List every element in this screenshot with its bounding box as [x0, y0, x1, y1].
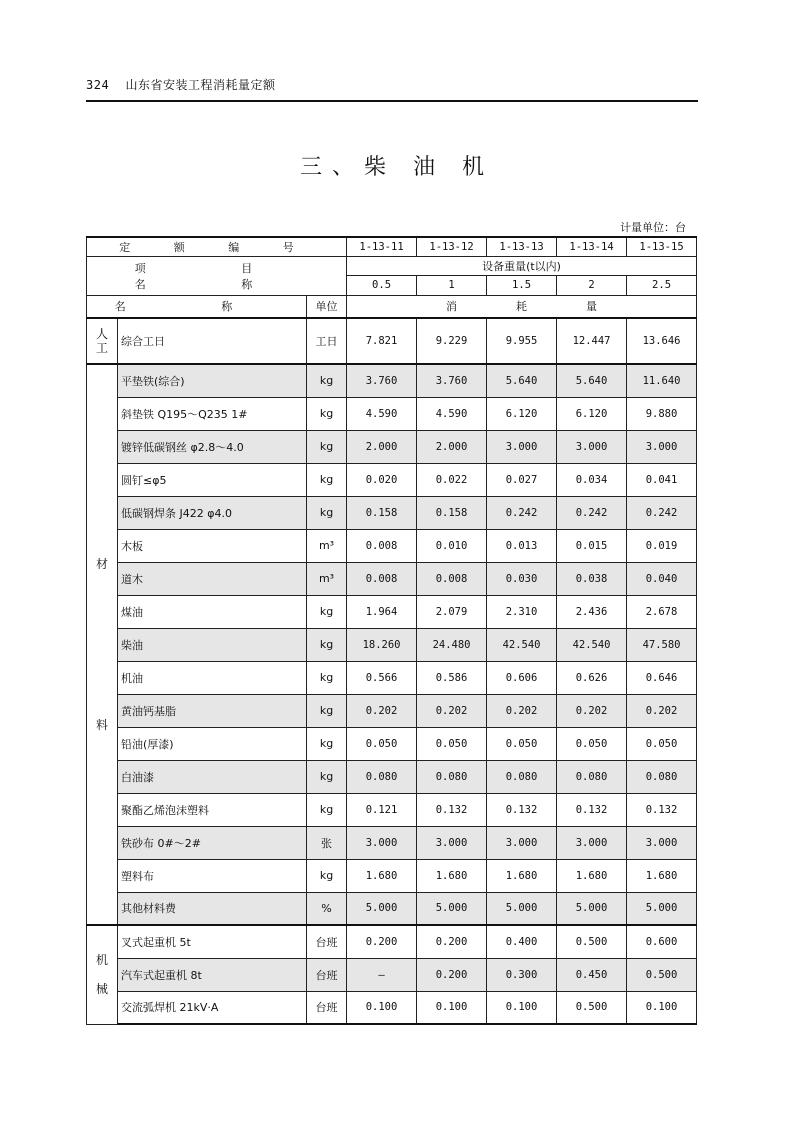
- table-row: [87, 892, 697, 925]
- item-name: 汽车式起重机 8t: [118, 958, 307, 991]
- table-row: [87, 364, 697, 397]
- table-row: [87, 661, 697, 694]
- param-value: 1.5: [487, 275, 557, 295]
- consumption-value: 0.015: [557, 529, 627, 562]
- item-name: 镀锌低碳钢丝 φ2.8～4.0: [118, 430, 307, 463]
- consumption-value: 0.242: [627, 496, 697, 529]
- consumption-value: 9.229: [417, 318, 487, 364]
- consumption-value: 0.038: [557, 562, 627, 595]
- consumption-label: [347, 295, 417, 318]
- table-row: [87, 318, 697, 364]
- item-unit: 台班: [307, 991, 347, 1024]
- item-name: 斜垫铁 Q195～Q235 1#: [118, 397, 307, 430]
- consumption-value: 0.202: [557, 694, 627, 727]
- item-unit: kg: [307, 661, 347, 694]
- consumption-value: 3.760: [417, 364, 487, 397]
- consumption-value: 0.013: [487, 529, 557, 562]
- item-name-label: 项 目 名 称: [87, 256, 347, 295]
- table-row: [87, 529, 697, 562]
- consumption-value: 5.640: [487, 364, 557, 397]
- consumption-value: 11.640: [627, 364, 697, 397]
- consumption-value: 3.000: [557, 430, 627, 463]
- consumption-value: 0.600: [627, 925, 697, 958]
- consumption-value: 0.050: [627, 727, 697, 760]
- consumption-value: 0.202: [417, 694, 487, 727]
- consumption-value: 0.100: [627, 991, 697, 1024]
- item-name: 叉式起重机 5t: [118, 925, 307, 958]
- consumption-value: 0.034: [557, 463, 627, 496]
- item-name: 圆钉≤φ5: [118, 463, 307, 496]
- consumption-value: 12.447: [557, 318, 627, 364]
- table-row: [87, 859, 697, 892]
- consumption-value: 2.000: [347, 430, 417, 463]
- consumption-value: 1.680: [417, 859, 487, 892]
- item-unit: kg: [307, 397, 347, 430]
- consumption-value: 5.000: [487, 892, 557, 925]
- item-name: 交流弧焊机 21kV·A: [118, 991, 307, 1024]
- consumption-value: 0.022: [417, 463, 487, 496]
- consumption-value: 0.121: [347, 793, 417, 826]
- table-row: [87, 397, 697, 430]
- table-row: [87, 496, 697, 529]
- table-row: [87, 760, 697, 793]
- consumption-value: 0.242: [487, 496, 557, 529]
- table-row: [87, 463, 697, 496]
- consumption-value: 3.000: [627, 826, 697, 859]
- category-label: [87, 318, 118, 364]
- consumption-value: 0.626: [557, 661, 627, 694]
- consumption-value: 24.480: [417, 628, 487, 661]
- quota-code: 1-13-13: [487, 237, 557, 256]
- header-rule: [86, 100, 698, 102]
- item-unit: kg: [307, 496, 347, 529]
- consumption-value: 13.646: [627, 318, 697, 364]
- quota-code: 1-13-12: [417, 237, 487, 256]
- quota-code-label: 定 额 编 号: [87, 237, 347, 256]
- consumption-value: 0.080: [347, 760, 417, 793]
- item-name: 黄油钙基脂: [118, 694, 307, 727]
- table-row: [87, 958, 697, 991]
- item-unit: %: [307, 892, 347, 925]
- consumption-value: 4.590: [347, 397, 417, 430]
- item-name: 综合工日: [118, 318, 307, 364]
- consumption-value: 7.821: [347, 318, 417, 364]
- consumption-value: 3.000: [627, 430, 697, 463]
- table-row: [87, 595, 697, 628]
- consumption-value: 2.436: [557, 595, 627, 628]
- consumption-value: 0.050: [487, 727, 557, 760]
- item-unit: 工日: [307, 318, 347, 364]
- consumption-value: 0.050: [347, 727, 417, 760]
- consumption-value: 0.080: [417, 760, 487, 793]
- consumption-value: 3.760: [347, 364, 417, 397]
- consumption-value: 0.020: [347, 463, 417, 496]
- consumption-value: 0.080: [557, 760, 627, 793]
- consumption-value: 0.132: [557, 793, 627, 826]
- item-unit: kg: [307, 463, 347, 496]
- param-value: 2.5: [627, 275, 697, 295]
- col-unit-label: 单位: [307, 295, 347, 318]
- param-value: 0.5: [347, 275, 417, 295]
- param-value: 1: [417, 275, 487, 295]
- table-row: [87, 793, 697, 826]
- param-label: 设备重量(t以内): [347, 256, 697, 275]
- item-name: 低碳钢焊条 J422 φ4.0: [118, 496, 307, 529]
- consumption-value: 0.158: [417, 496, 487, 529]
- page-number: 324: [86, 78, 110, 92]
- consumption-value: 0.100: [417, 991, 487, 1024]
- consumption-value: 0.242: [557, 496, 627, 529]
- item-name: 塑料布: [118, 859, 307, 892]
- consumption-value: 2.079: [417, 595, 487, 628]
- consumption-value: 5.640: [557, 364, 627, 397]
- consumption-value: 0.080: [487, 760, 557, 793]
- consumption-value: 0.132: [627, 793, 697, 826]
- consumption-label: 耗: [487, 295, 557, 318]
- consumption-value: 9.880: [627, 397, 697, 430]
- consumption-value: 0.132: [487, 793, 557, 826]
- param-value: 2: [557, 275, 627, 295]
- table-row: [87, 727, 697, 760]
- consumption-value: 1.680: [347, 859, 417, 892]
- consumption-value: 0.646: [627, 661, 697, 694]
- consumption-value: 3.000: [557, 826, 627, 859]
- item-name: 煤油: [118, 595, 307, 628]
- section-title: 三、柴 油 机: [300, 155, 494, 180]
- item-name: 平垫铁(综合): [118, 364, 307, 397]
- category-text: 械: [95, 981, 108, 996]
- consumption-value: 0.008: [347, 529, 417, 562]
- consumption-value: 0.300: [487, 958, 557, 991]
- consumption-value: 0.019: [627, 529, 697, 562]
- consumption-value: 6.120: [487, 397, 557, 430]
- consumption-value: 0.202: [347, 694, 417, 727]
- table-row: [87, 628, 697, 661]
- consumption-value: 2.310: [487, 595, 557, 628]
- category-text: 人工: [95, 326, 108, 355]
- consumption-value: 0.008: [347, 562, 417, 595]
- consumption-value: 0.010: [417, 529, 487, 562]
- consumption-value: 0.202: [487, 694, 557, 727]
- table-row: [87, 826, 697, 859]
- consumption-value: 0.158: [347, 496, 417, 529]
- consumption-value: 0.200: [347, 925, 417, 958]
- category-text: 机: [95, 953, 108, 968]
- consumption-value: 0.500: [557, 991, 627, 1024]
- consumption-value: 3.000: [347, 826, 417, 859]
- item-name: 柴油: [118, 628, 307, 661]
- consumption-value: 0.450: [557, 958, 627, 991]
- consumption-value: 42.540: [487, 628, 557, 661]
- item-unit: m³: [307, 562, 347, 595]
- consumption-value: 5.000: [557, 892, 627, 925]
- consumption-label: 消: [417, 295, 487, 318]
- consumption-value: 42.540: [557, 628, 627, 661]
- consumption-value: 0.500: [557, 925, 627, 958]
- consumption-value: 3.000: [487, 430, 557, 463]
- item-unit: kg: [307, 364, 347, 397]
- item-unit: 台班: [307, 925, 347, 958]
- table-row: [87, 562, 697, 595]
- quota-code: 1-13-14: [557, 237, 627, 256]
- consumption-value: 0.050: [557, 727, 627, 760]
- consumption-value: 5.000: [347, 892, 417, 925]
- consumption-value: 1.680: [487, 859, 557, 892]
- table-row: [87, 430, 697, 463]
- table-row: [87, 925, 697, 958]
- item-unit: 台班: [307, 958, 347, 991]
- item-unit: kg: [307, 430, 347, 463]
- consumption-value: 0.030: [487, 562, 557, 595]
- item-name: 道木: [118, 562, 307, 595]
- consumption-value: 0.200: [417, 958, 487, 991]
- consumption-value: 0.100: [487, 991, 557, 1024]
- consumption-value: 0.500: [627, 958, 697, 991]
- category-label: [87, 925, 118, 1024]
- category-label: [87, 364, 118, 925]
- category-text: 料: [95, 717, 108, 732]
- table-row: [87, 991, 697, 1024]
- consumption-label: 量: [557, 295, 627, 318]
- running-header: [86, 76, 276, 93]
- consumption-value: 0.027: [487, 463, 557, 496]
- consumption-value: 47.580: [627, 628, 697, 661]
- quota-code: 1-13-15: [627, 237, 697, 256]
- measurement-unit-note: 计量单位：台: [620, 221, 686, 234]
- consumption-value: 0.132: [417, 793, 487, 826]
- item-name: 铁砂布 0#～2#: [118, 826, 307, 859]
- item-name: 木板: [118, 529, 307, 562]
- item-name: 机油: [118, 661, 307, 694]
- item-name: 白油漆: [118, 760, 307, 793]
- consumption-value: 0.586: [417, 661, 487, 694]
- consumption-value: 1.680: [627, 859, 697, 892]
- consumption-value: 0.400: [487, 925, 557, 958]
- consumption-value: 0.100: [347, 991, 417, 1024]
- consumption-value: 2.678: [627, 595, 697, 628]
- consumption-value: 2.000: [417, 430, 487, 463]
- category-text: 材: [95, 556, 108, 571]
- item-unit: kg: [307, 760, 347, 793]
- table-row: [87, 694, 697, 727]
- book-title: 山东省安装工程消耗量定额: [125, 78, 276, 92]
- consumption-value: 1.964: [347, 595, 417, 628]
- item-unit: 张: [307, 826, 347, 859]
- item-unit: kg: [307, 628, 347, 661]
- item-unit: kg: [307, 694, 347, 727]
- consumption-value: 1.680: [557, 859, 627, 892]
- consumption-value: 4.590: [417, 397, 487, 430]
- item-name: 聚酯乙烯泡沫塑料: [118, 793, 307, 826]
- item-unit: kg: [307, 859, 347, 892]
- consumption-value: 0.606: [487, 661, 557, 694]
- consumption-value: 0.008: [417, 562, 487, 595]
- consumption-value: 0.080: [627, 760, 697, 793]
- consumption-value: 0.202: [627, 694, 697, 727]
- consumption-value: 0.200: [417, 925, 487, 958]
- item-unit: kg: [307, 595, 347, 628]
- consumption-value: 9.955: [487, 318, 557, 364]
- item-unit: m³: [307, 529, 347, 562]
- consumption-value: 3.000: [417, 826, 487, 859]
- consumption-value: 6.120: [557, 397, 627, 430]
- col-name-label: 名 称: [87, 295, 307, 318]
- consumption-value: —: [347, 958, 417, 991]
- consumption-value: 3.000: [487, 826, 557, 859]
- item-unit: kg: [307, 793, 347, 826]
- consumption-value: 0.566: [347, 661, 417, 694]
- item-name: 铅油(厚漆): [118, 727, 307, 760]
- item-name: 其他材料费: [118, 892, 307, 925]
- consumption-value: 0.040: [627, 562, 697, 595]
- consumption-value: 5.000: [627, 892, 697, 925]
- consumption-value: 0.050: [417, 727, 487, 760]
- consumption-value: 0.041: [627, 463, 697, 496]
- item-unit: kg: [307, 727, 347, 760]
- consumption-label: [627, 295, 697, 318]
- consumption-value: 5.000: [417, 892, 487, 925]
- consumption-value: 18.260: [347, 628, 417, 661]
- quota-code: 1-13-11: [347, 237, 417, 256]
- consumption-table: [86, 236, 697, 1025]
